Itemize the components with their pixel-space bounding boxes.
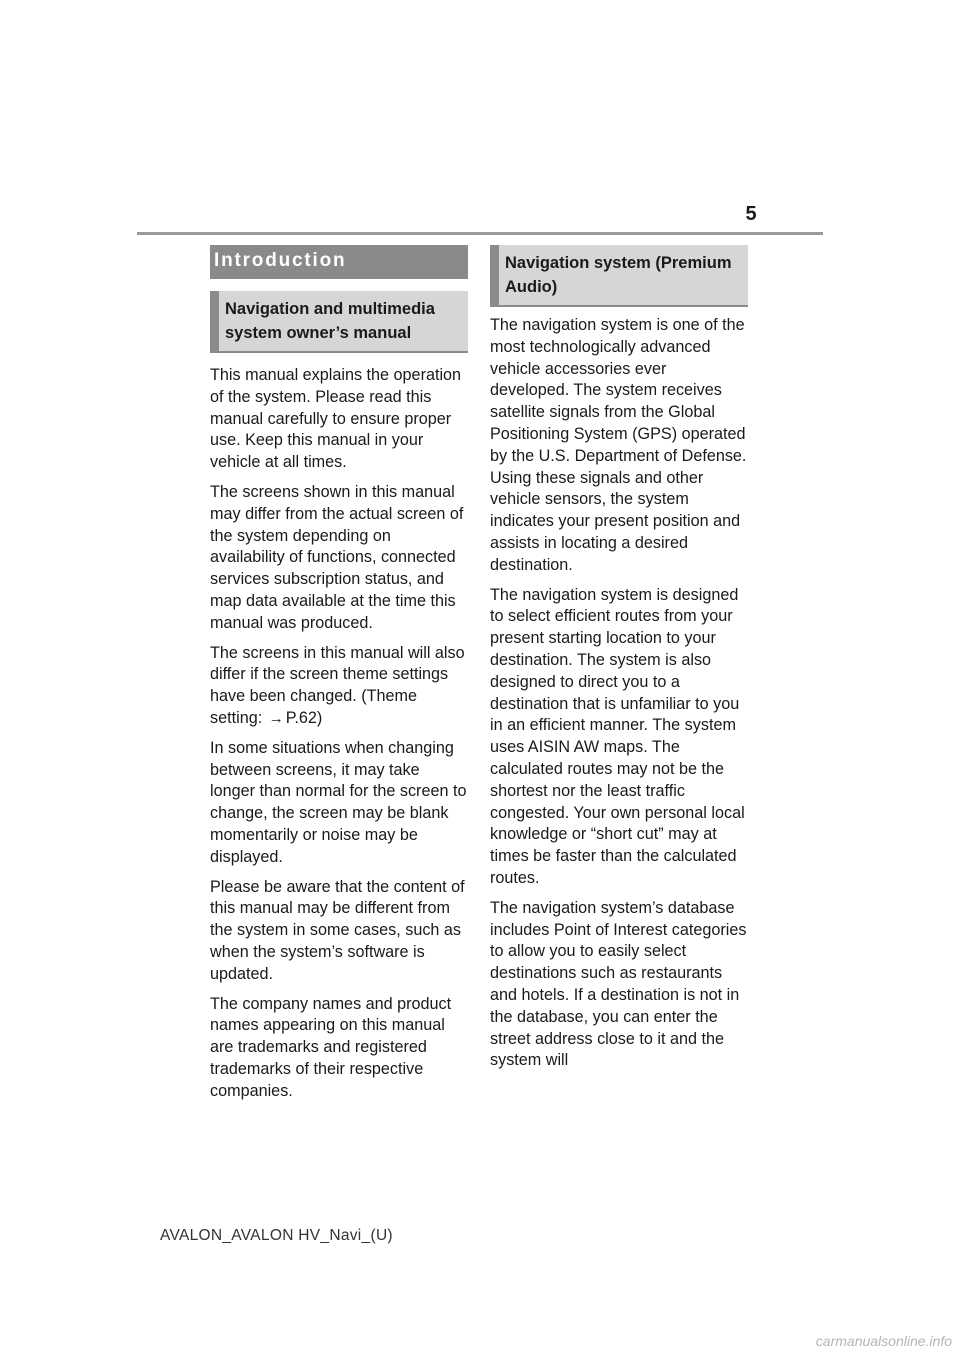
paragraph: The navigation system is one of the most technologically advanced vehicle accessories ever developed. The system receives satellite signals from the Global Positioning System (GPS) operated by the U.S. Department of Defense. Using these signals and other vehicle sensors, the system indicates your present position and assists in locating a desired destination. <box>490 316 747 574</box>
subheading-navigation-system: Navigation system (Premium Audio) <box>490 245 748 307</box>
footer-label: AVALON_AVALON HV_Navi_(U) <box>160 1227 393 1244</box>
page-number: 5 <box>745 203 757 225</box>
paragraph: Please be aware that the content of this manual may be different from the system in some cases, such as when the system’s software is updated. <box>210 877 465 983</box>
paragraph: This manual explains the operation of the system. Please read this manual carefully to ensure proper use. Keep this manual in your vehicle at all times. <box>210 366 462 472</box>
paragraph: The company names and product names appearing on this manual are trademarks and registered trademarks of their respective companies. <box>210 994 452 1100</box>
paragraph: The navigation system is designed to select efficient routes from your present starting location to your destination. The system is also designed to direct you to a destination that is unfamiliar to you in an efficient manner. The system uses AISIN AW maps. The calculated routes may not be the shortest nor the least traffic congested. Your own personal local knowledge or “short cut” may at times be faster than the calculated routes. <box>490 585 745 887</box>
paragraph-theme-text: The screens in this manual will also differ if the screen theme settings have been changed. (Theme setting: <box>210 643 465 727</box>
page-reference-link[interactable]: P.62) <box>285 708 323 727</box>
header-rule <box>137 232 823 235</box>
left-column <box>210 245 468 1111</box>
subheading-owners-manual: Navigation and multimedia system owner’s manual <box>210 291 468 353</box>
paragraph: The screens shown in this manual may differ from the actual screen of the system depending on availability of functions, connected services subscription status, and map data available at the time this manual was produced. <box>210 482 464 632</box>
right-column <box>490 245 748 1080</box>
watermark: carmanualsonline.info <box>815 1333 952 1349</box>
arrow-right-icon: → <box>268 709 284 727</box>
paragraph: In some situations when changing between screens, it may take longer than normal for the screen to change, the screen may be blank momentarily or noise may be displayed. <box>210 738 467 866</box>
paragraph-theme <box>210 643 468 730</box>
section-title: Introduction <box>210 245 468 279</box>
paragraph: The navigation system’s database includes Point of Interest categories to allow you to easily select destinations such as restaurants and hotels. If a destination is not in the database, you can enter the street address close to it and the system will <box>490 898 747 1070</box>
